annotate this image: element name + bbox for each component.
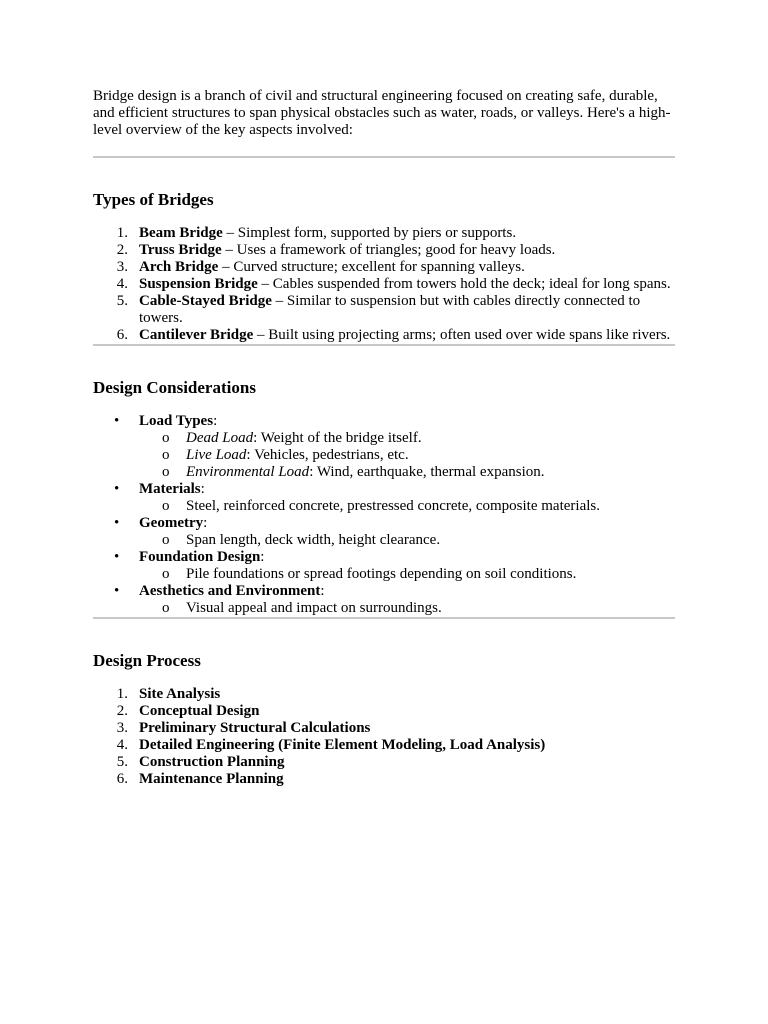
item-text: : Weight of the bridge itself.: [253, 430, 422, 446]
item-title: Conceptual Design: [139, 703, 260, 719]
divider: [93, 156, 675, 158]
item-number: 3.: [116, 259, 128, 275]
item-title: Beam Bridge: [139, 225, 223, 241]
item-description: – Curved structure; excellent for spanning valleys.: [218, 259, 525, 275]
item-number: 5.: [116, 754, 128, 770]
process-list: [93, 686, 675, 788]
item-number: 4.: [116, 276, 128, 292]
item-colon: :: [213, 413, 218, 429]
list-item: [93, 737, 675, 754]
list-item: [93, 293, 675, 327]
list-item: [93, 720, 675, 737]
item-title: Suspension Bridge: [139, 276, 258, 292]
item-title: Site Analysis: [139, 686, 221, 702]
sub-list-item: [93, 600, 675, 617]
item-text: : Wind, earthquake, thermal expansion.: [309, 464, 545, 480]
sub-list-item: [93, 430, 675, 447]
item-number: 6.: [116, 771, 128, 787]
list-item: [93, 413, 675, 481]
sub-list-item: [93, 566, 675, 583]
divider: [93, 617, 675, 619]
sub-bullet-icon: o: [162, 464, 170, 480]
list-item: [93, 515, 675, 549]
item-description: – Uses a framework of triangles; good for heavy loads.: [221, 242, 556, 258]
item-number: 1.: [116, 686, 128, 702]
process-heading: Design Process: [93, 651, 201, 670]
list-item: [93, 583, 675, 617]
sub-list: [139, 566, 675, 583]
item-colon: :: [260, 549, 265, 565]
sub-list: [139, 600, 675, 617]
list-item: [93, 327, 675, 344]
list-item: [93, 771, 675, 788]
item-emphasis: Live Load: [186, 447, 247, 463]
item-title: Arch Bridge: [139, 259, 219, 275]
sub-bullet-icon: o: [162, 532, 170, 548]
item-title: Maintenance Planning: [139, 771, 284, 787]
sub-bullet-icon: o: [162, 600, 170, 616]
bullet-icon: •: [114, 549, 120, 565]
sub-list-item: [93, 447, 675, 464]
item-number: 5.: [116, 293, 128, 309]
item-text: Visual appeal and impact on surroundings.: [186, 600, 442, 616]
considerations-heading: Design Considerations: [93, 378, 256, 397]
list-item: [93, 259, 675, 276]
item-colon: :: [200, 481, 205, 497]
item-number: 1.: [116, 225, 128, 241]
item-text: Steel, reinforced concrete, prestressed concrete, composite materials.: [186, 498, 600, 514]
item-title: Geometry: [139, 515, 204, 531]
sub-bullet-icon: o: [162, 498, 170, 514]
item-title: Foundation Design: [139, 549, 261, 565]
sub-bullet-icon: o: [162, 447, 170, 463]
types-list: [93, 225, 675, 344]
sub-bullet-icon: o: [162, 430, 170, 446]
document-content: [93, 88, 675, 788]
item-text: Span length, deck width, height clearance.: [186, 532, 441, 548]
divider: [93, 344, 675, 346]
item-text: : Vehicles, pedestrians, etc.: [246, 447, 409, 463]
list-item: [93, 549, 675, 583]
item-description: – Similar to suspension but with cables directly connected to towers.: [139, 293, 641, 326]
item-description: – Simplest form, supported by piers or supports.: [222, 225, 517, 241]
sub-list-item: [93, 532, 675, 549]
bullet-icon: •: [114, 515, 120, 531]
list-item: [93, 242, 675, 259]
list-item: [93, 703, 675, 720]
list-item: [93, 276, 675, 293]
item-description: – Cables suspended from towers hold the deck; ideal for long spans.: [257, 276, 671, 292]
bullet-icon: •: [114, 481, 120, 497]
item-number: 3.: [116, 720, 128, 736]
item-description: – Built using projecting arms; often used over wide spans like rivers.: [253, 327, 671, 343]
item-title: Preliminary Structural Calculations: [139, 720, 371, 736]
item-title: Construction Planning: [139, 754, 285, 770]
intro-paragraph: Bridge design is a branch of civil and structural engineering focused on creating safe, durable, and efficient structures to span physical obstacles such as water, roads, or valleys. Here's a high-level overview of the key aspects involved:: [93, 88, 671, 138]
types-heading: Types of Bridges: [93, 190, 214, 209]
item-emphasis: Dead Load: [186, 430, 254, 446]
item-colon: :: [203, 515, 208, 531]
sub-list: [139, 498, 675, 515]
item-number: 2.: [116, 703, 128, 719]
item-title: Cable-Stayed Bridge: [139, 293, 272, 309]
item-title: Cantilever Bridge: [139, 327, 254, 343]
sub-list: [139, 430, 675, 481]
list-item: [93, 225, 675, 242]
item-number: 4.: [116, 737, 128, 753]
list-item: [93, 754, 675, 771]
bullet-icon: •: [114, 583, 120, 599]
sub-list: [139, 532, 675, 549]
list-item: [93, 686, 675, 703]
sub-bullet-icon: o: [162, 566, 170, 582]
item-title: Truss Bridge: [139, 242, 222, 258]
list-item: [93, 481, 675, 515]
sub-list-item: [93, 464, 675, 481]
item-text: Pile foundations or spread footings depending on soil conditions.: [186, 566, 577, 582]
item-title: Load Types: [139, 413, 214, 429]
sub-list-item: [93, 498, 675, 515]
item-colon: :: [320, 583, 325, 599]
item-title: Materials: [139, 481, 201, 497]
considerations-list: [93, 413, 675, 617]
item-title: Detailed Engineering (Finite Element Modeling, Load Analysis): [139, 737, 546, 753]
item-title: Aesthetics and Environment: [139, 583, 321, 599]
bullet-icon: •: [114, 413, 120, 429]
item-number: 2.: [116, 242, 128, 258]
item-emphasis: Environmental Load: [186, 464, 310, 480]
item-number: 6.: [116, 327, 128, 343]
